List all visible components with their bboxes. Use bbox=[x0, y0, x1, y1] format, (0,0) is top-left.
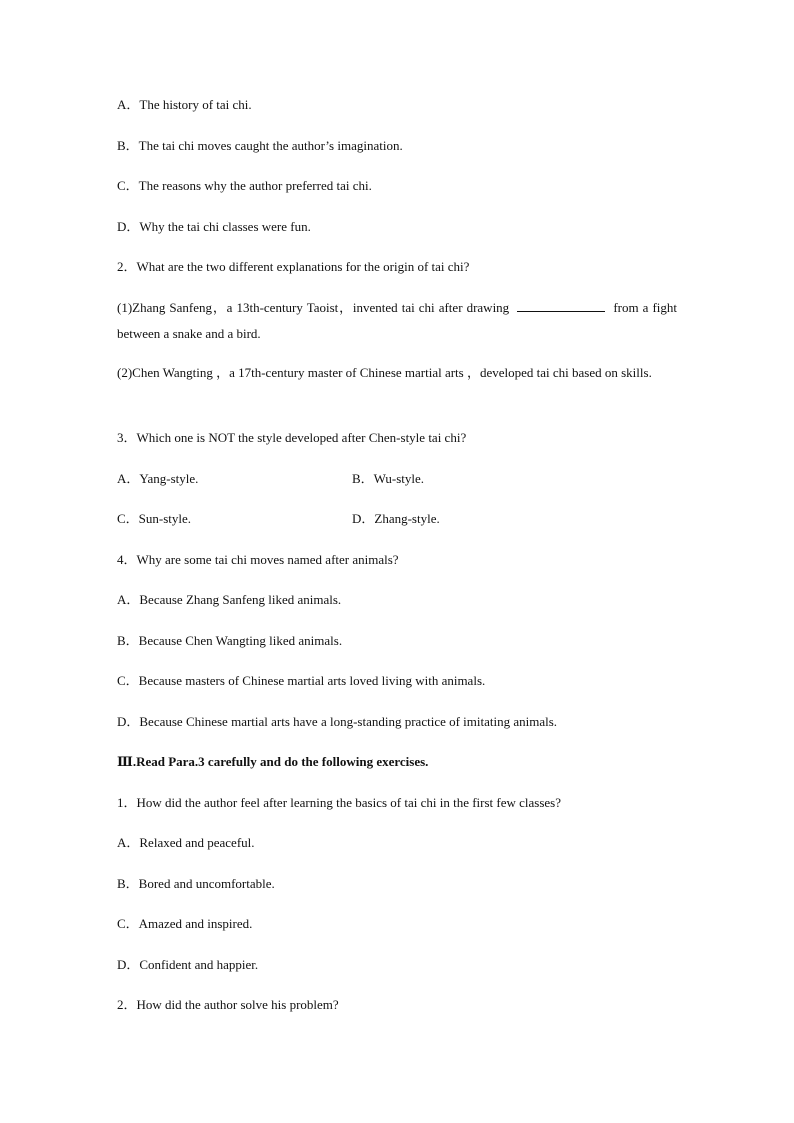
q2-item-2: (2)Chen Wangting ，a 17th-century master of Chinese martial arts ，developed tai chi based on skills. bbox=[117, 365, 652, 380]
q1-option-a: A．The history of tai chi. bbox=[117, 97, 252, 112]
q1-option-d: D．Why the tai chi classes were fun. bbox=[117, 219, 311, 234]
q4-option-b: B．Because Chen Wangting liked animals. bbox=[117, 633, 343, 648]
q2-item-1 bbox=[117, 295, 677, 347]
s3-q2-question: 2．How did the author solve his problem? bbox=[117, 997, 339, 1012]
s3-q1-option-a: A．Relaxed and peaceful. bbox=[117, 835, 255, 850]
s3-q1-question: 1．How did the author feel after learning the basics of tai chi in the first few classes? bbox=[117, 795, 562, 810]
q3-option-a: A．Yang-style. bbox=[117, 471, 199, 486]
q4-option-d: D．Because Chinese martial arts have a long-standing practice of imitating animals. bbox=[117, 714, 558, 729]
answer-blank[interactable] bbox=[517, 299, 605, 312]
q3-option-c: C．Sun-style. bbox=[117, 511, 192, 526]
q4-option-c: C．Because masters of Chinese martial arts loved living with animals. bbox=[117, 673, 486, 688]
q2-item-1-text-end: from a fight between a snake and a bird. bbox=[117, 300, 678, 341]
q1-option-c: C．The reasons why the author preferred tai chi. bbox=[117, 178, 372, 193]
q4-question: 4．Why are some tai chi moves named after animals? bbox=[117, 552, 399, 567]
q4-option-a: A．Because Zhang Sanfeng liked animals. bbox=[117, 592, 342, 607]
q2-question: 2．What are the two different explanations for the origin of tai chi? bbox=[117, 259, 470, 274]
q1-option-b: B．The tai chi moves caught the author’s imagination. bbox=[117, 138, 403, 153]
s3-q1-option-c: C．Amazed and inspired. bbox=[117, 916, 253, 931]
s3-q1-option-b: B．Bored and uncomfortable. bbox=[117, 876, 275, 891]
s3-q1-option-d: D．Confident and happier. bbox=[117, 957, 259, 972]
section-3-heading: Ⅲ.Read Para.3 carefully and do the following exercises. bbox=[117, 754, 429, 769]
q3-option-b: B．Wu-style. bbox=[352, 471, 425, 486]
q3-question: 3．Which one is NOT the style developed after Chen-style tai chi? bbox=[117, 430, 467, 445]
q2-item-1-text: (1)Zhang Sanfeng，a 13th-century Taoist，invented tai chi after drawing bbox=[117, 300, 510, 315]
q3-option-d: D．Zhang-style. bbox=[352, 511, 440, 526]
